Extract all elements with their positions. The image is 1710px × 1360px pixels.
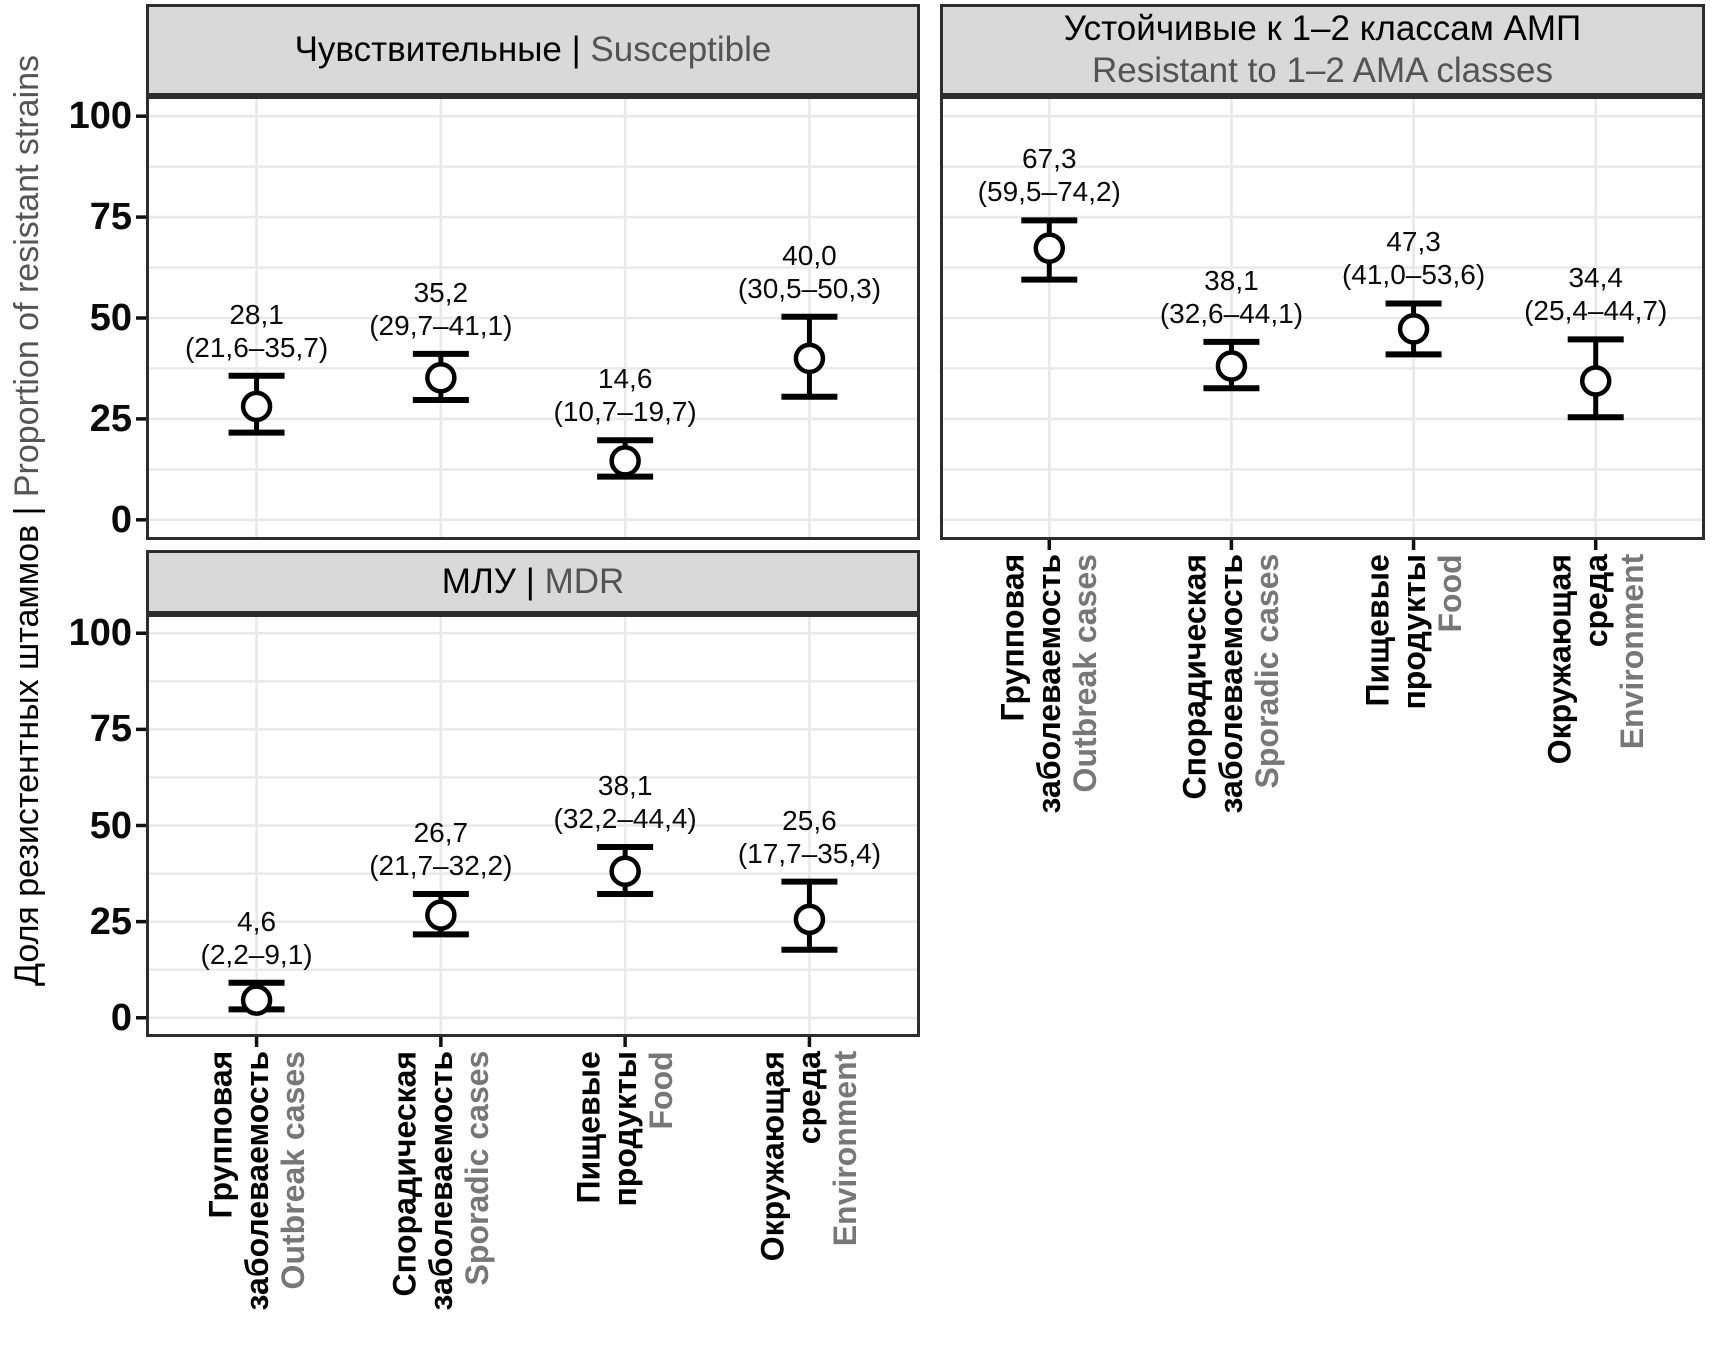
value-label bbox=[1342, 225, 1485, 291]
point-estimate bbox=[612, 447, 639, 474]
x-category-label-ru-line: заболеваемость bbox=[1213, 554, 1250, 814]
point-estimate bbox=[796, 345, 823, 372]
x-category-label-en-line: Environment bbox=[827, 1051, 864, 1247]
y-tick-label: 50 bbox=[89, 804, 132, 847]
y-tick-label: 75 bbox=[89, 196, 132, 239]
y-tick-label: 100 bbox=[68, 612, 132, 655]
value-label bbox=[554, 362, 697, 428]
x-category-label bbox=[995, 554, 1104, 813]
x-category-label-ru-line: продукты bbox=[1395, 554, 1432, 710]
value-label bbox=[201, 905, 313, 971]
x-category-label bbox=[202, 1051, 311, 1310]
value-label bbox=[369, 816, 512, 882]
x-category-label-ru-line: заболеваемость bbox=[1031, 554, 1068, 814]
value-label-ci: (30,5–50,3) bbox=[737, 272, 882, 304]
strip-title-ru: МЛУ bbox=[441, 562, 517, 601]
value-label bbox=[978, 142, 1121, 208]
value-label-ci: (32,6–44,1) bbox=[1159, 297, 1304, 329]
point-estimate bbox=[427, 364, 454, 391]
value-label-ci: (21,7–32,2) bbox=[369, 849, 513, 881]
value-label-ci: (17,7–35,4) bbox=[737, 837, 882, 869]
value-label bbox=[554, 769, 697, 835]
value-label-ci: (59,5–74,2) bbox=[977, 176, 1121, 208]
x-category-label-ru-line: Окружающая bbox=[1541, 554, 1577, 765]
y-axis-title-en: Proportion of resistant strains bbox=[8, 54, 46, 497]
value-label bbox=[369, 276, 512, 342]
point-estimate bbox=[1400, 315, 1427, 342]
y-tick-label: 25 bbox=[89, 900, 132, 943]
value-label-estimate: 25,6 bbox=[782, 804, 837, 836]
point-estimate bbox=[1218, 353, 1245, 380]
y-tick-label: 75 bbox=[89, 708, 132, 751]
value-label-estimate: 35,2 bbox=[413, 276, 469, 308]
strip-title-en: Susceptible bbox=[590, 30, 772, 69]
strip-title-separator: | bbox=[561, 30, 591, 69]
value-label-estimate: 40,0 bbox=[782, 239, 837, 271]
y-tick-label: 50 bbox=[89, 297, 132, 339]
strip-title-separator: | bbox=[516, 562, 545, 601]
x-category-label-ru-line: Пищевые bbox=[1358, 554, 1395, 707]
x-category-label bbox=[1177, 554, 1286, 813]
x-category-label-en-line: Sporadic cases bbox=[459, 1051, 496, 1286]
value-label-estimate: 26,7 bbox=[413, 816, 469, 848]
strip-title-ru: Устойчивые к 1–2 классам АМП bbox=[1063, 9, 1582, 48]
y-tick-label: 25 bbox=[89, 397, 132, 440]
point-estimate bbox=[1582, 367, 1609, 394]
x-category-label-ru-line: Спорадическая bbox=[1176, 554, 1213, 800]
x-category-label-en-line: Food bbox=[643, 1051, 680, 1130]
x-category-label bbox=[1359, 554, 1468, 710]
y-tick-label: 100 bbox=[68, 95, 132, 138]
x-category-label bbox=[386, 1051, 495, 1310]
x-category-label-ru-line: среда bbox=[1577, 554, 1614, 648]
value-label-estimate: 67,3 bbox=[1022, 143, 1077, 175]
value-label-ci: (32,2–44,4) bbox=[553, 803, 697, 835]
value-label-ci: (29,7–41,1) bbox=[369, 309, 513, 341]
value-label-estimate: 14,6 bbox=[597, 363, 653, 395]
value-label-estimate: 4,6 bbox=[237, 905, 277, 937]
y-axis-title bbox=[8, 0, 47, 1040]
point-estimate bbox=[243, 987, 270, 1014]
x-category-label-ru-line: среда bbox=[791, 1051, 828, 1145]
x-category-label-en-line: Outbreak cases bbox=[1067, 554, 1104, 793]
x-category-label-ru-line: Спорадическая bbox=[386, 1051, 423, 1297]
value-label-ci: (21,6–35,7) bbox=[184, 331, 329, 363]
x-category-label bbox=[755, 1051, 864, 1261]
strip-title-en: Resistant to 1–2 AMA classes bbox=[1091, 51, 1554, 90]
x-category-label-en-line: Food bbox=[1431, 554, 1468, 633]
x-category-label bbox=[570, 1051, 679, 1207]
point-estimate bbox=[427, 902, 454, 929]
x-category-label-ru-line: Групповая bbox=[994, 554, 1031, 722]
point-estimate bbox=[1036, 235, 1063, 262]
x-category-label-ru-line: продукты bbox=[606, 1051, 643, 1207]
value-label bbox=[185, 298, 328, 364]
x-category-label-ru-line: заболеваемость bbox=[238, 1051, 275, 1311]
value-label bbox=[738, 804, 881, 870]
x-category-label-en-line: Outbreak cases bbox=[274, 1051, 311, 1290]
x-category-label-en-line: Environment bbox=[1613, 554, 1650, 750]
value-label-ci: (10,7–19,7) bbox=[553, 396, 697, 428]
value-label-estimate: 28,1 bbox=[229, 298, 284, 330]
strip-title-ru: Чувствительные bbox=[294, 30, 562, 69]
x-category-label-ru-line: Пищевые bbox=[570, 1051, 607, 1204]
x-category-label-ru-line: Групповая bbox=[201, 1051, 238, 1219]
value-label-ci: (25,4–44,7) bbox=[1524, 295, 1668, 327]
x-category-label-ru-line: заболеваемость bbox=[422, 1051, 459, 1311]
value-label-estimate: 38,1 bbox=[1204, 264, 1259, 296]
point-estimate bbox=[612, 858, 639, 885]
y-tick-label: 0 bbox=[110, 996, 132, 1039]
point-estimate bbox=[243, 393, 270, 420]
value-label bbox=[1524, 261, 1667, 327]
value-label-ci: (2,2–9,1) bbox=[200, 938, 313, 970]
y-axis-title-separator: | bbox=[8, 496, 46, 525]
value-label bbox=[738, 239, 881, 305]
value-label-ci: (41,0–53,6) bbox=[1341, 259, 1486, 291]
value-label-estimate: 47,3 bbox=[1386, 226, 1441, 258]
y-axis-title-ru: Доля резистентных штаммов bbox=[8, 524, 46, 986]
x-category-label bbox=[1541, 554, 1650, 764]
value-label-estimate: 34,4 bbox=[1568, 262, 1623, 294]
value-label-estimate: 38,1 bbox=[597, 769, 653, 801]
x-category-label-en-line: Sporadic cases bbox=[1249, 554, 1286, 789]
value-label bbox=[1160, 264, 1303, 330]
y-tick-label: 0 bbox=[110, 498, 132, 541]
point-estimate bbox=[796, 906, 823, 933]
x-category-label-ru-line: Окружающая bbox=[754, 1051, 791, 1262]
strip-title-en: MDR bbox=[544, 562, 625, 601]
